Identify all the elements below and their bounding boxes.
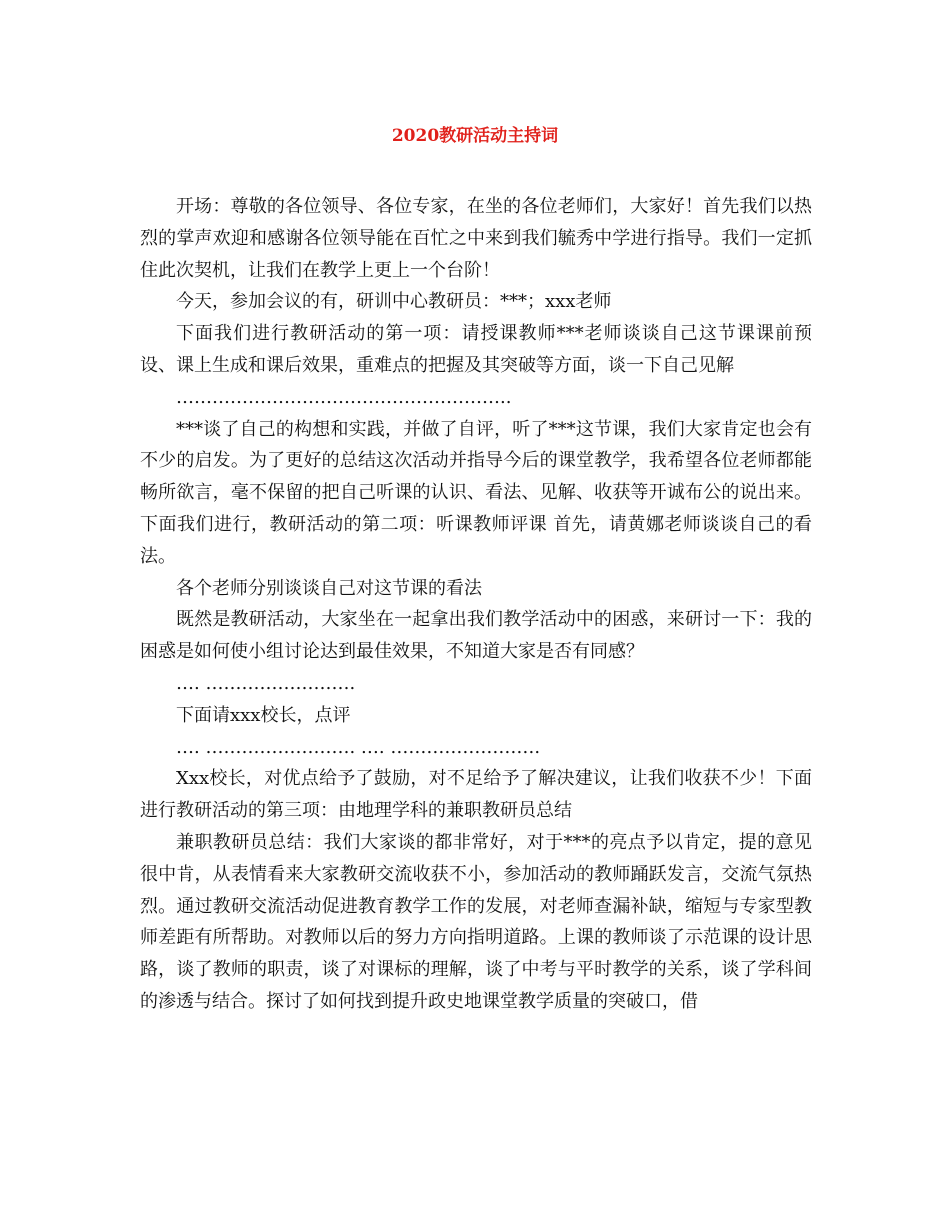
paragraph-item-two: ***谈了自己的构想和实践，并做了自评，听了***这节课，我们大家肯定也会有不少的启发。为了更好的总结这次活动并指导今后的课堂教学，我希望各位老师都能畅所欲言，毫不保留的把自己听课的认识、看法、见解、收获等开诚布公的说出来。下面我们进行，教研活动的第二项：听课教师评课 首先，请黄娜老师谈谈自己的看法。 (140, 418, 812, 567)
paragraph-attendees: 今天，参加会议的有，研训中心教研员：***；xxx老师 (176, 291, 612, 313)
paragraph-ellipsis-3: …. ……………………. …. ……………………. (176, 736, 541, 758)
document-title: 2020教研活动主持词 (391, 126, 559, 146)
paragraph-teachers-views: 各个老师分别谈谈自己对这节课的看法 (176, 577, 482, 599)
paragraph-ellipsis-1: ……………………………………………….. (176, 386, 512, 408)
paragraph-confusion: 既然是教研活动，大家坐在一起拿出我们教学活动中的困惑，来研讨一下：我的困惑是如何使小组讨论达到最佳效果，不知道大家是否有同感？ (140, 609, 812, 663)
paragraph-item-one: 下面我们进行教研活动的第一项：请授课教师***老师谈谈自己这节课课前预设、课上生成和课后效果，重难点的把握及其突破等方面，谈一下自己见解 (140, 323, 812, 376)
paragraph-opening: 开场：尊敬的各位领导、各位专家，在坐的各位老师们，大家好！首先我们以热烈的掌声欢迎和感谢各位领导能在百忙之中来到我们毓秀中学进行指导。我们一定抓住此次契机，让我们在教学上更上一个台阶！ (140, 196, 812, 281)
paragraph-ellipsis-2: …. ……………………. (176, 672, 356, 694)
paragraph-item-three: Xxx校长，对优点给予了鼓励，对不足给予了解决建议，让我们收获不少！下面进行教研活动的第三项：由地理学科的兼职教研员总结 (140, 768, 812, 822)
paragraph-summary: 兼职教研员总结：我们大家谈的都非常好，对于***的亮点予以肯定，提的意见很中肯，从表情看来大家教研交流收获不小，参加活动的教师踊跃发言，交流气氛热烈。通过教研交流活动促进教育教学工作的发展，对老师查漏补缺，缩短与专家型教师差距有所帮助。对教师以后的努力方向指明道路。上课的教师谈了示范课的设计思路，谈了教师的职责，谈了对课标的理解，谈了中考与平时教学的关系，谈了学科间的渗透与结合。探讨了如何找到提升政史地课堂教学质量的突破口，借 (140, 831, 812, 1012)
paragraph-principal-review: 下面请xxx校长，点评 (176, 704, 351, 726)
document-body (140, 191, 812, 1018)
